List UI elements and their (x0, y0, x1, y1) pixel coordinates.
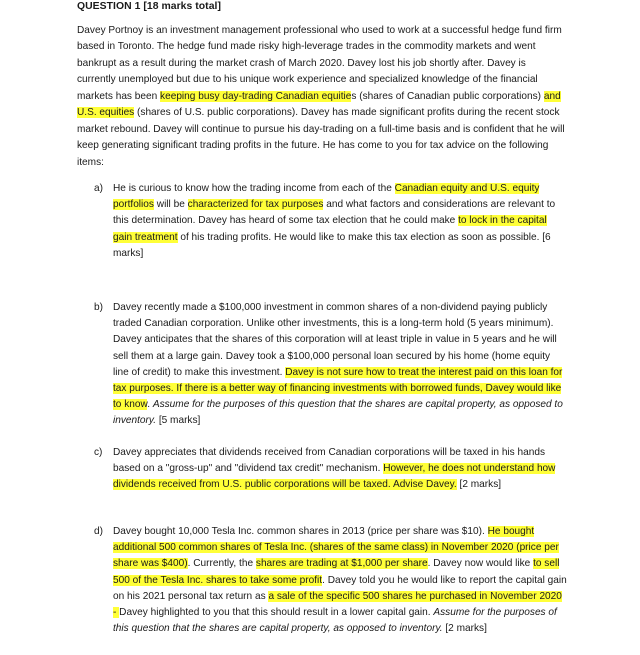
text: and what factors and considerations are relevant to this determination. Davey has heard of some tax election that he could make (113, 199, 556, 227)
question-title: QUESTION 1 [18 marks total] (77, 1, 221, 12)
text: Davey bought 10,000 Tesla Inc. common shares in 2013 (price per share was $10). (113, 526, 488, 537)
sub-question-body (113, 445, 567, 494)
intro-text: (shares of U.S. public corporations). Davey has made significant profits during the recent stock market rebound. Davey will continue to pursue his day-trading on a full-time basis and is confident that he will keep generating significant trading profits in the future. He has come to you for tax advice on the following items: (77, 107, 565, 168)
sub-question-d (94, 524, 567, 637)
sub-question-letter: a) (94, 183, 103, 194)
text: Davey appreciates that dividends received from Canadian corporations will be taxed in his hands based on a "gross-up" and "dividend tax credit" mechanism. (113, 447, 546, 475)
text: Davey recently made a $100,000 investment in common shares of a non-dividend paying publicly traded Canadian corporation. Unlike other investments, this is a long-term hold (5 years minimum). Davey anticipates that the shares of this corporation will at least triple in value in 5 years and he will sell them at a large gain. Davey took a $100,000 personal loan secured by his home (home equity line of credit) to make this investment. (113, 302, 557, 378)
text: . (147, 399, 153, 411)
sub-question-c (94, 445, 567, 494)
sub-question-letter: d) (94, 526, 103, 537)
sub-question-a (94, 181, 567, 262)
text: Davey highlighted to you that this should result in a lower capital gain. (119, 607, 434, 619)
intro-text: s (shares of Canadian public corporations) (351, 90, 544, 102)
highlight: characterized for tax purposes (187, 199, 324, 211)
highlight: to sell 500 of the Tesla Inc. shares to take some profit (113, 558, 560, 586)
text: of his trading profits. He would like to make this tax election as soon as possible. [6 marks] (113, 231, 551, 259)
intro-text: Davey Portnoy is an investment management professional who used to work at a successful hedge fund firm based in Toronto. The hedge fund made risky high-leverage trades in the commodity markets and went bankrupt as a result during the market crash of March 2020. Davey lost his job shortly after. Davey is currently unemployed but due to his unique work experience and specialized knowledge of the financial markets has been (77, 25, 562, 102)
text: . Currently, the (187, 558, 256, 570)
highlight: a sale of the specific 500 shares he purchased in November 2020 - (113, 590, 562, 619)
text: . Davey now would like (427, 558, 534, 570)
intro-highlight-canadian-equities: keeping busy day-trading Canadian equitie (160, 90, 352, 102)
sub-question-body (113, 524, 567, 637)
highlight: to lock in the capital gain treatment (113, 215, 547, 243)
highlight: shares are trading at $1,000 per share (255, 558, 428, 570)
sub-question-letter: c) (94, 447, 103, 458)
text: . Davey told you he would like to report the capital gain on his 2021 personal tax return as (113, 574, 567, 602)
text: He is curious to know how the trading income from each of the (113, 183, 395, 194)
sub-question-letter: b) (94, 302, 103, 313)
italic-note: Assume for the purposes of this question that the shares are capital property, as opposed to inventory. (113, 607, 557, 635)
text: [2 marks] (456, 479, 502, 491)
highlight: He bought additional 500 common shares of Tesla Inc. (shares of the same class) in November 2020 (price per share was $400) (113, 526, 559, 570)
question-intro-paragraph (77, 23, 565, 171)
sub-question-body (113, 181, 567, 262)
highlight: Canadian equity and U.S. equity portfolios (113, 183, 540, 211)
intro-highlight-us-equities: and U.S. equities (77, 90, 561, 119)
text: [2 marks] (442, 623, 487, 635)
sub-question-b (94, 300, 567, 430)
sub-question-body (113, 300, 567, 430)
italic-note: Assume for the purposes of this question that the shares are capital property, as opposed to inventory. (113, 399, 563, 427)
highlight: Davey is not sure how to treat the interest paid on this loan for tax purposes. If there is a better way of financing investments with borrowed funds, Davey would like to know (113, 366, 563, 411)
highlight: However, he does not understand how dividends received from U.S. public corporations will be taxed. Advise Davey. (113, 463, 556, 491)
text: will be (153, 199, 188, 211)
text: [5 marks] (156, 415, 201, 427)
